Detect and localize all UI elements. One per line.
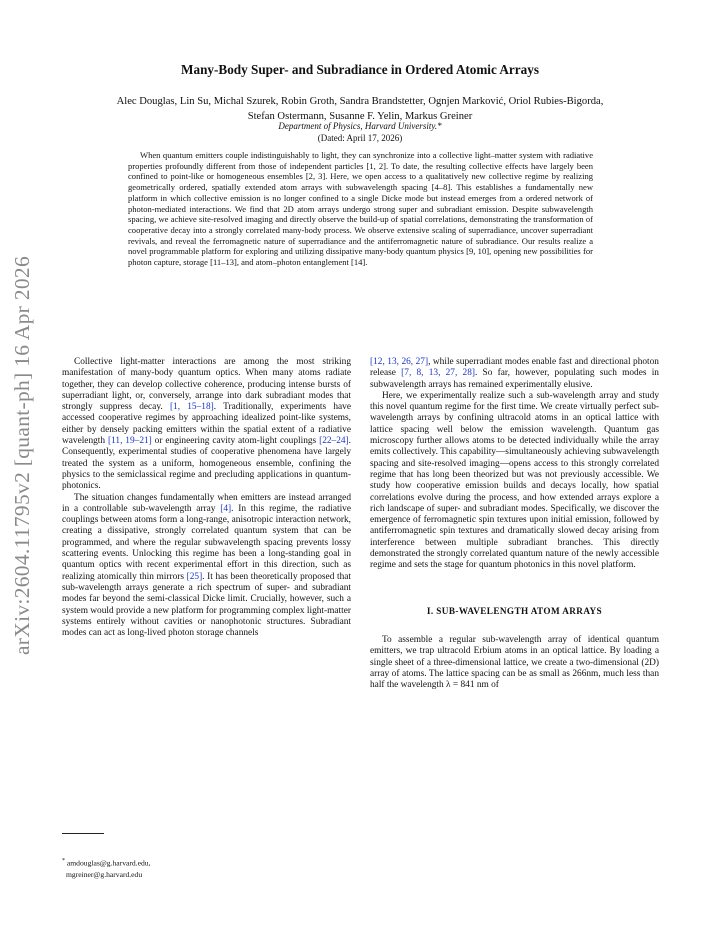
citation-link[interactable]: [12, 13, 26, 27] bbox=[370, 357, 429, 367]
text-run: . In this regime, the radiative couplings between atoms form a long-range, anisotropic interaction network, creating a dissipative, strongly correlated quantum system that can be programmed, and where the regular subwavelength spacing prevents lossy scattering events. Unlocking this regime has been a long-standing goal in quantum optics with recent experimental effort in this direction, such as realizing atomically thin mirrors bbox=[62, 503, 351, 582]
citation-link[interactable]: [22–24] bbox=[319, 436, 349, 447]
abstract: When quantum emitters couple indistinguishably to light, they can synchronize into a collective light–matter system with radiative properties profoundly different from those of independent particles [1, 2]. To date, the resulting collective effects have largely been confined to point-like or homogeneous ensembles [2, 3]. Here, we open access to a qualitatively new collective regime by realizing geometrically ordered, spatially extended atom arrays with subwavelength spacing [4–8]. This establishes a fundamentally new platform in which collective emission is no longer confined to a single Dicke mode but instead emerges from a ordered network of photon-mediated interactions. We find that 2D atom arrays undergo strong super and subradiant emission. Despite subwavelength spacing, we achieve site-resolved imaging and directly observe the build-up of spatial correlations, demonstrating the transformation of cooperative decay into a strongly correlated many-body process. We observe extensive scaling of superradiance, uncover superradiant revivals, and reveal the ferromagnetic nature of superradiance and the antiferromagnetic nature of subradiance. Our results realize a novel programmable platform for exploring and utilizing dissipative many-body quantum physics [9, 10], opening new possibilities for photon capture, storage [11–13], and atom–photon entanglement [14]. bbox=[128, 150, 593, 268]
text-run: Collective light-matter interactions are among the most striking manifestation of many-body quantum optics. When many atoms radiate together, they can develop collective coherence, producing intense bursts of superradiant light, or, conversely, arrange into dark subradiant modes that strongly suppress decay. bbox=[62, 357, 351, 413]
citation-link[interactable]: [11, 19–21] bbox=[107, 436, 152, 447]
citation-link[interactable]: [7, 8, 13, 27, 28] bbox=[401, 368, 475, 379]
body-paragraph: Here, we experimentally realize such a sub-wavelength array and study this novel quantum regime for the first time. We create virtually perfect sub-wavelength arrays by confining ultracold atoms in an optical lattice with lattice spacing well below the emission wavelength. Quantum gas microscopy further allows atoms to be detected individually while the array emits collectively. This capability—simultaneously achieving subwavelength spacing and site-resolved imaging—opens access to this strongly correlated regime that has long been theorized but was not previously accessible. We study how cooperative emission builds and decays locally, how spatial correlations evolve during the process, and how extended arrays explore a rich landscape of super- and subradiant modes. Specifically, we discover the emergence of ferromagnetic spin textures upon initial emission, followed by antiferromagnetic spin textures and dramatically slowed decay arising from interference between multiple subradiant branches. This directly demonstrated the strongly correlated quantum nature of the newly accessible regime and sets the stage for quantum photonics in this novel platform. bbox=[370, 390, 659, 571]
text-run: . Traditionally, experiments have accessed cooperative regimes by approaching idealized point-like systems, either by densely packing emitters within the spatial extent of a radiative wavelength bbox=[62, 402, 351, 447]
affiliation: Department of Physics, Harvard University.* bbox=[278, 121, 442, 131]
text-run: . It has been theoretically proposed that sub-wavelength arrays generate a rich spectrum of super- and subradiant modes far beyond the semi-classical Dicke limit. Crucially, however, such a system would provide a new platform for programming complex light-matter systems entirely without cavities or nanophotonic structures. Subradiant modes can act as long-lived photon storage channels bbox=[62, 571, 351, 639]
date-line: (Dated: April 17, 2026) bbox=[317, 133, 403, 143]
text-run: . Consequently, experimental studies of cooperative phenomena have largely treated the system as a uniform, homogeneous ensemble, confining the physics to the semiclassical regime and precluding applications in quantum-photonics. bbox=[62, 436, 352, 492]
text-run: , while superradiant modes enable fast and directional photon release bbox=[370, 357, 659, 379]
author-list: Alec Douglas, Lin Su, Michal Szurek, Robin Groth, Sandra Brandstetter, Ognjen Marković, Oriol Rubies-Bigorda, Stefan Ostermann, Susanne F. Yelin, Markus Greiner bbox=[116, 96, 604, 122]
footnote-mark: * bbox=[62, 858, 65, 864]
citation-link[interactable]: [1, 15–18] bbox=[169, 402, 214, 413]
section-heading: I. SUB-WAVELENGTH ATOM ARRAYS bbox=[426, 605, 603, 616]
body-paragraph: To assemble a regular sub-wavelength array of identical quantum emitters, we trap ultracold Erbium atoms in an optical lattice. By loading a single sheet of a three-dimensional lattice, we create a two-dimensional (2D) array of atoms. The lattice spacing can be as small as 266nm, much less than half the wavelength λ = 841 nm of bbox=[370, 634, 659, 691]
body-paragraph bbox=[62, 493, 351, 640]
citation-link[interactable]: [4] bbox=[220, 503, 232, 514]
text-run: The situation changes fundamentally when emitters are instead arranged in a controllable sub-wavelength array bbox=[62, 492, 351, 514]
body-column-left bbox=[62, 357, 351, 639]
footnote-line bbox=[62, 856, 351, 869]
citation-link[interactable]: [25] bbox=[186, 571, 203, 582]
arxiv-identifier-text: arXiv:2604.11795v2 [quant-ph] 16 Apr 2026 bbox=[10, 255, 35, 655]
paper-title: Many-Body Super- and Subradiance in Ordered Atomic Arrays bbox=[181, 62, 539, 77]
body-column-right bbox=[370, 357, 659, 691]
email-link[interactable]: amdouglas@g.harvard.edu, bbox=[66, 858, 151, 868]
footnote bbox=[62, 856, 351, 880]
text-run: . So far, however, populating such modes in subwavelength arrays has remained experimentally elusive. bbox=[370, 368, 659, 390]
footnote-divider bbox=[62, 833, 104, 834]
body-paragraph bbox=[370, 357, 659, 391]
body-paragraph bbox=[62, 357, 351, 493]
arxiv-identifier-stamp bbox=[8, 240, 38, 670]
footnote-line bbox=[62, 869, 351, 880]
email-link[interactable]: mgreiner@g.harvard.edu bbox=[66, 869, 143, 879]
text-run: or engineering cavity atom-light couplings bbox=[151, 436, 320, 447]
